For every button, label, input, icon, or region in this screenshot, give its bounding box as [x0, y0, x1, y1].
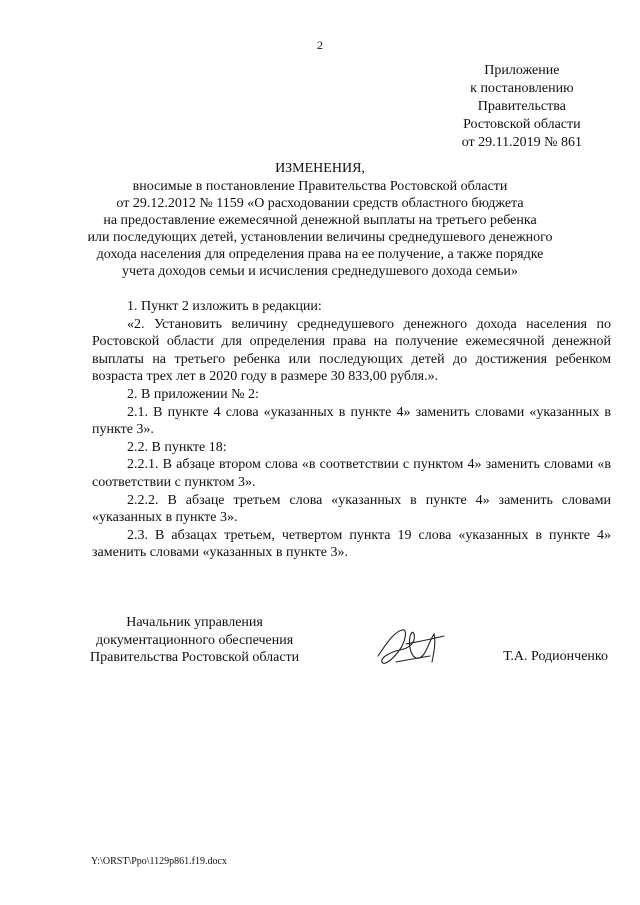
appendix-line: к постановлению: [470, 81, 574, 96]
position-line: документационного обеспечения: [95, 632, 294, 648]
signatory-name: Т.А. Родионченко: [503, 649, 608, 664]
title-line: учета доходов семьи и исчисления среднедушевого дохода семьи»: [122, 264, 518, 279]
file-path-footer: Y:\ORST\Ppo\1129p861.f19.docx: [91, 856, 227, 867]
body-paragraph: 2.1. В пункте 4 слова «указанных в пункте 4» заменить словами «указанных в пункте 3».: [92, 404, 611, 438]
title-line: дохода населения для определения права на ее получение, а также порядке: [96, 247, 544, 262]
page-number: 2: [317, 38, 323, 52]
title-line: на предоставление ежемесячной денежной выплаты на третьего ребенка: [103, 213, 537, 228]
appendix-line: Правительства: [477, 99, 566, 114]
body-paragraph: «2. Установить величину среднедушевого денежного дохода населения по Ростовской области для определения права на получение ежемесячной денежной выплаты на третьего ребенка или последующих детей до достижения ребенком возраста трех лет в 2020 году в размере 30 833,00 рубля.».: [92, 316, 611, 385]
appendix-block: [462, 62, 582, 152]
body-paragraph: 2.2. В пункте 18:: [127, 439, 227, 455]
body-paragraph: 2.2.1. В абзаце втором слова «в соответствии с пунктом 4» заменить словами «в соответствии с пунктом 3».: [92, 457, 611, 490]
body-paragraph: 2. В приложении № 2:: [127, 386, 259, 402]
appendix-line: Приложение: [484, 63, 560, 78]
body-paragraph: 1. Пункт 2 изложить в редакции:: [127, 299, 322, 314]
appendix-line: Ростовской области: [463, 117, 581, 132]
title-line: от 29.12.2012 № 1159 «О расходовании средств областного бюджета: [116, 196, 524, 211]
document-body: [92, 298, 611, 562]
signatory-position: [90, 614, 299, 667]
title-line: вносимые в постановление Правительства Ростовской области: [132, 179, 508, 194]
appendix-line: от 29.11.2019 № 861: [461, 135, 582, 150]
handwritten-signature-icon: [372, 622, 452, 672]
title-line: или последующих детей, установлении величины среднедушевого денежного: [87, 230, 553, 245]
body-paragraph: 2.2.2. В абзаце третьем слова «указанных в пункте 4» заменить словами «указанных в пункте 3».: [92, 492, 611, 526]
title-heading: ИЗМЕНЕНИЯ,: [275, 161, 365, 176]
position-line: Правительства Ростовской области: [90, 650, 300, 665]
position-line: Начальник управления: [126, 615, 263, 630]
body-paragraph: 2.3. В абзацах третьем, четвертом пункта 19 слова «указанных в пункте 4» заменить словами «указанных в пункте 3».: [92, 527, 611, 561]
document-title: [60, 160, 580, 280]
